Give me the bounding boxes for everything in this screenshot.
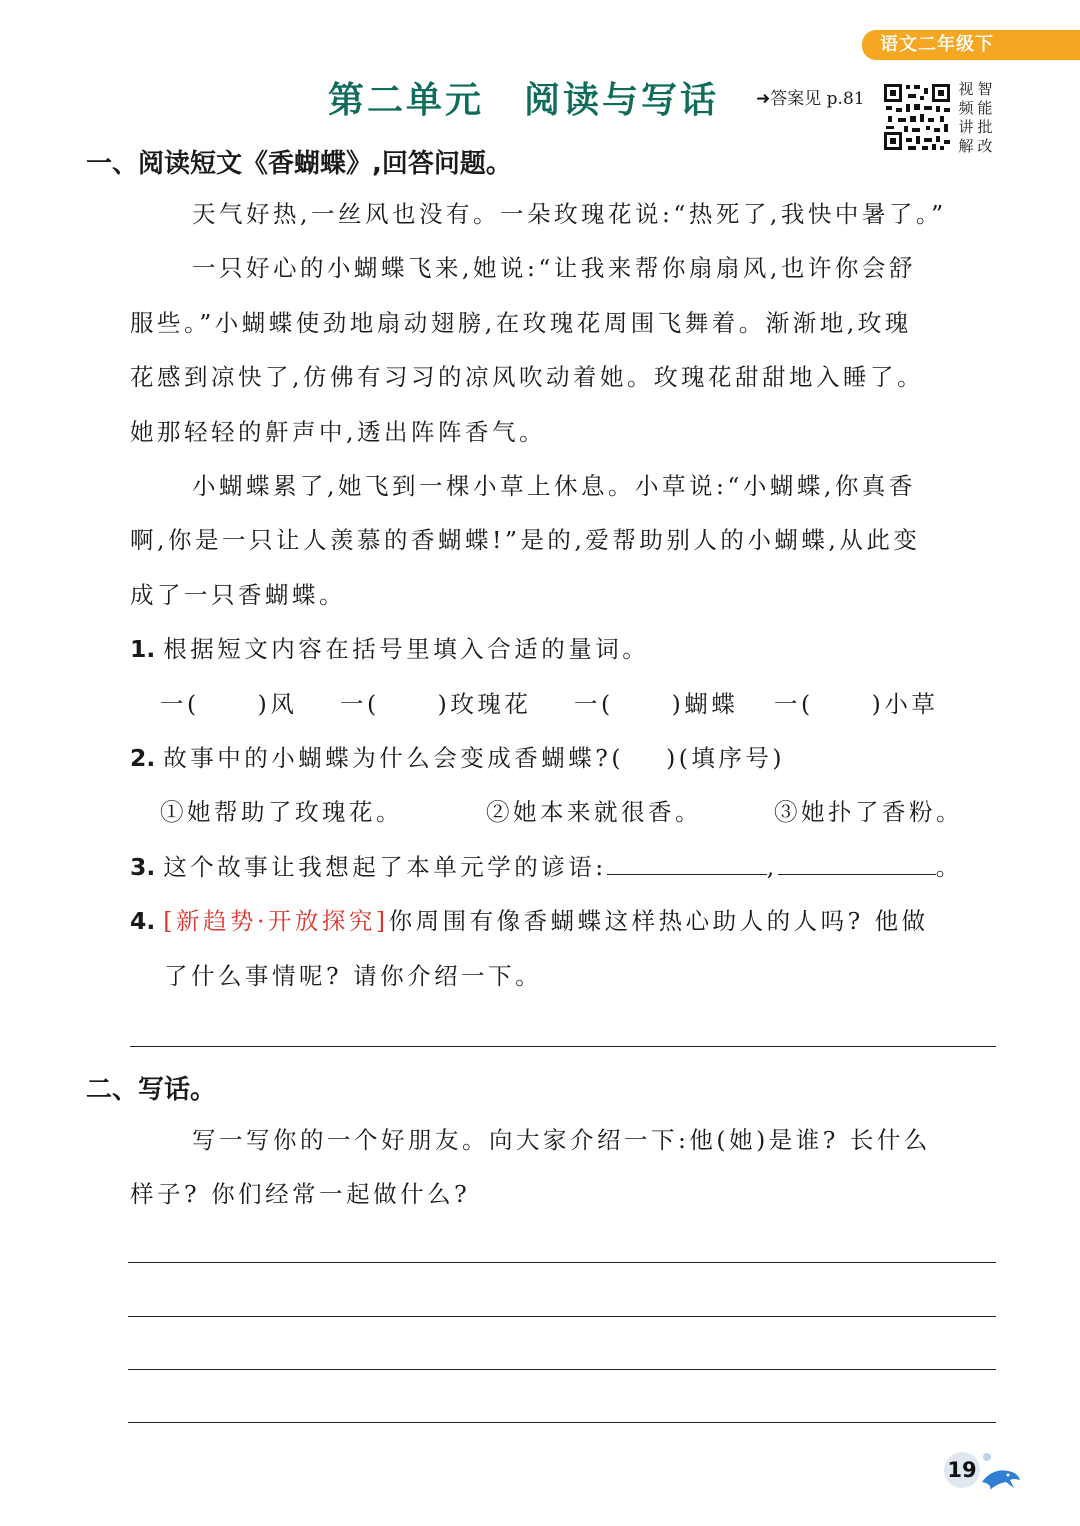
question-text: 根据短文内容在括号里填入合适的量词。 [163,635,650,663]
answer-ref-text: 答案见 p.81 [770,89,865,109]
passage-line: 天气好热,一丝风也没有。一朵玫瑰花说:“热死了,我快中暑了。” [192,200,947,228]
measure-word-blank-3[interactable]: 一( )蝴蝶 [574,690,739,718]
dolphin-icon [978,1452,1022,1496]
page-number: 19 [944,1452,980,1488]
writing-prompt-line: 写一写你的一个好朋友。向大家介绍一下:他(她)是谁? 长什么 [192,1126,931,1154]
passage-line: 服些。”小蝴蝶使劲地扇动翅膀,在玫瑰花周围飞舞着。渐渐地,玫瑰 [130,309,912,337]
grade-tab: 语文二年级下 [862,30,1080,60]
proverb-blank-2[interactable] [778,852,936,875]
passage-line: 啊,你是一只让人羡慕的香蝴蝶!”是的,爱帮助别人的小蝴蝶,从此变 [130,526,921,554]
unit-title-left: 第二单元 [328,80,485,121]
question-4-continued: 了什么事情呢? 请你介绍一下。 [164,962,543,990]
question-3: 3. 这个故事让我想起了本单元学的谚语: , 。 [130,853,963,881]
question-4 [130,906,929,936]
question-number: 2. [130,744,156,772]
passage-line: 成了一只香蝴蝶。 [130,581,346,609]
option-1[interactable]: ①她帮助了玫瑰花。 [160,798,403,826]
writing-line[interactable] [128,1262,996,1263]
question-text: 你周围有像香蝴蝶这样热心助人的人吗? 他做 [388,907,929,935]
question-text: 这个故事让我想起了本单元学的谚语: [163,853,607,881]
passage-line: 一只好心的小蝴蝶飞来,她说:“让我来帮你扇扇风,也许你会舒 [192,254,916,282]
answer-reference [756,84,865,109]
writing-line[interactable] [128,1316,996,1317]
arrow-right-icon: ➜ [756,89,771,109]
qr-label-grading: 智能批改 [977,80,993,155]
question-text: 故事中的小蝴蝶为什么会变成香蝴蝶?( [163,744,625,772]
question-1 [130,634,649,664]
option-2[interactable]: ②她本来就很香。 [486,798,702,826]
page-title [328,72,719,123]
question-2: 2. 故事中的小蝴蝶为什么会变成香蝴蝶?( )(填序号) [130,744,786,772]
option-3[interactable]: ③她扑了香粉。 [774,798,963,826]
answer-line[interactable] [130,1046,996,1047]
writing-prompt-line: 样子? 你们经常一起做什么? [130,1180,471,1208]
qr-code-icon[interactable] [882,82,952,152]
question-number: 1. [130,635,156,663]
proverb-blank-1[interactable] [607,852,767,875]
measure-word-blank-1[interactable]: 一( )风 [160,690,298,718]
section-2-heading: 二、写话。 [86,1075,217,1105]
question-number: 4. [130,907,156,935]
writing-line[interactable] [128,1369,996,1370]
trend-tag: [新趋势·开放探究] [163,907,389,935]
qr-label-video: 视频讲解 [958,80,974,155]
passage-line: 她那轻轻的鼾声中,透出阵阵香气。 [130,418,546,446]
measure-word-blank-4[interactable]: 一( )小草 [774,690,939,718]
passage-line: 花感到凉快了,仿佛有习习的凉风吹动着她。玫瑰花甜甜地入睡了。 [130,363,924,391]
question-number: 3. [130,853,156,881]
section-1-heading: 一、阅读短文《香蝴蝶》,回答问题。 [86,149,512,179]
unit-title-right: 阅读与写话 [524,80,720,121]
passage-line: 小蝴蝶累了,她飞到一棵小草上休息。小草说:“小蝴蝶,你真香 [192,472,916,500]
measure-word-blank-2[interactable]: 一( )玫瑰花 [340,690,532,718]
writing-line[interactable] [128,1422,996,1423]
